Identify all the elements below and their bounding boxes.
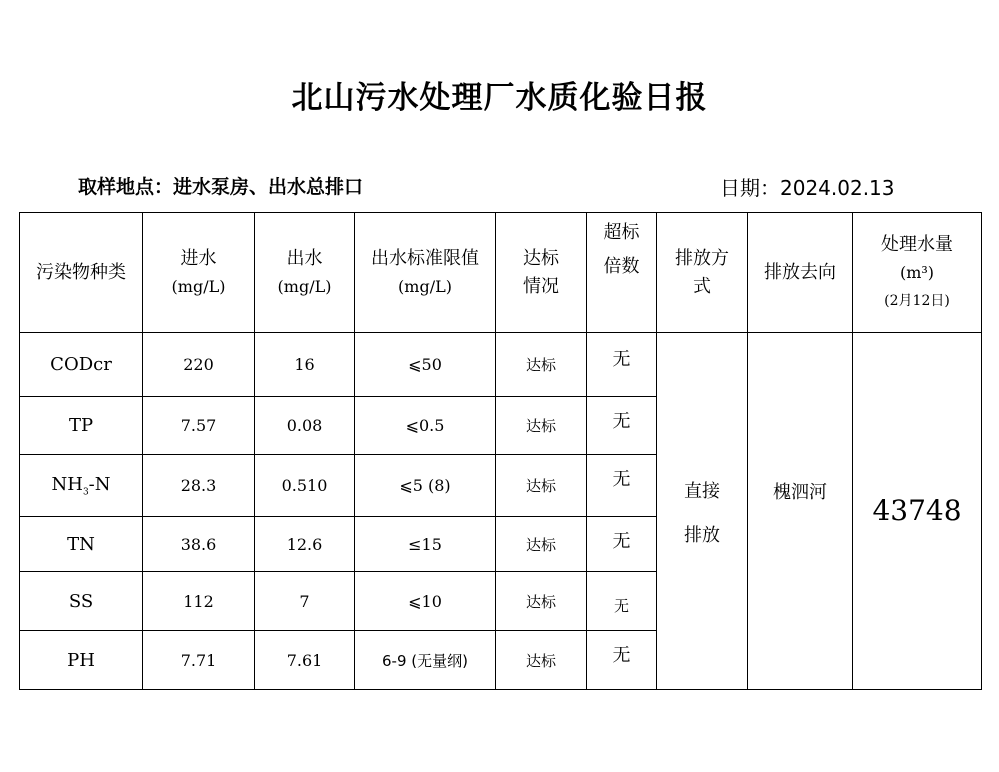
report-date: 日期：2024.02.13 <box>720 176 895 200</box>
compliance-status: 达标 <box>496 572 587 631</box>
header-compliance: 达标 情况 <box>496 213 587 333</box>
compliance-status: 达标 <box>496 397 587 455</box>
exceed-ratio: 无 <box>587 455 657 517</box>
sampling-location: 取样地点：进水泵房、出水总排口 <box>78 176 364 198</box>
header-limit: 出水标准限值 (mg/L) <box>355 213 496 333</box>
limit-value: ⩽5 (8) <box>355 455 496 517</box>
limit-value: 6-9 (无量纲) <box>355 631 496 690</box>
outflow-value: 16 <box>255 333 355 397</box>
pollutant-name: TN <box>20 517 143 572</box>
header-outflow: 出水 (mg/L) <box>255 213 355 333</box>
exceed-ratio: 无 <box>587 631 657 690</box>
header-discharge-destination: 排放去向 <box>748 213 853 333</box>
exceed-ratio: 无 <box>587 517 657 572</box>
header-treated-volume: 处理水量 (m³) (2月12日) <box>853 213 982 333</box>
pollutant-name: $NH_3-N$ <box>20 455 143 517</box>
header-discharge-method: 排放方 式 <box>657 213 748 333</box>
treated-volume: 43748 <box>853 333 982 690</box>
exceed-ratio: 无 <box>587 397 657 455</box>
compliance-status: 达标 <box>496 517 587 572</box>
discharge-method: 直接 排放 <box>657 333 748 690</box>
table-row <box>20 333 982 397</box>
limit-value: ⩽50 <box>355 333 496 397</box>
header-inflow: 进水 (mg/L) <box>143 213 255 333</box>
exceed-ratio: 无 <box>587 572 657 631</box>
limit-value: ≤15 <box>355 517 496 572</box>
header-row <box>20 213 982 333</box>
inflow-value: 7.71 <box>143 631 255 690</box>
report-title: 北山污水处理厂水质化验日报 <box>291 80 708 116</box>
outflow-value: 7.61 <box>255 631 355 690</box>
inflow-value: 7.57 <box>143 397 255 455</box>
pollutant-name: CODcr <box>20 333 143 397</box>
inflow-value: 28.3 <box>143 455 255 517</box>
pollutant-name: SS <box>20 572 143 631</box>
header-exceed: 超标 倍数 <box>587 213 657 333</box>
outflow-value: 0.08 <box>255 397 355 455</box>
limit-value: ⩽10 <box>355 572 496 631</box>
inflow-value: 112 <box>143 572 255 631</box>
compliance-status: 达标 <box>496 333 587 397</box>
pollutant-name: PH <box>20 631 143 690</box>
outflow-value: 0.510 <box>255 455 355 517</box>
compliance-status: 达标 <box>496 455 587 517</box>
header-pollutant: 污染物种类 <box>20 213 143 333</box>
discharge-destination: 槐泗河 <box>748 333 853 690</box>
water-quality-table <box>19 212 982 690</box>
compliance-status: 达标 <box>496 631 587 690</box>
outflow-value: 7 <box>255 572 355 631</box>
inflow-value: 220 <box>143 333 255 397</box>
inflow-value: 38.6 <box>143 517 255 572</box>
exceed-ratio: 无 <box>587 333 657 397</box>
pollutant-name: TP <box>20 397 143 455</box>
outflow-value: 12.6 <box>255 517 355 572</box>
limit-value: ⩽0.5 <box>355 397 496 455</box>
